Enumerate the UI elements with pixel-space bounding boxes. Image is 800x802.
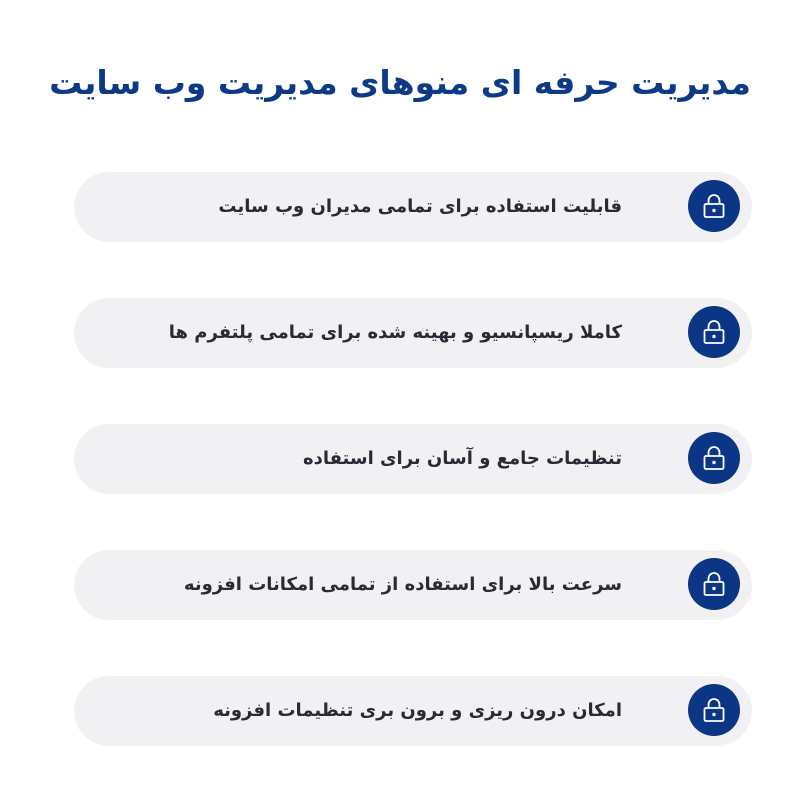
feature-label: سرعت بالا برای استفاده از تمامی امکانات افزونه	[183, 574, 622, 595]
feature-label: تنظیمات جامع و آسان برای استفاده	[302, 448, 622, 469]
feature-label: امکان درون ریزی و برون بری تنظیمات افزونه	[213, 700, 622, 721]
feature-label: قابلیت استفاده برای تمامی مدیران وب سایت	[218, 196, 622, 217]
page-title: مدیریت حرفه ای منوهای مدیریت وب سایت	[49, 63, 751, 102]
feature-item	[74, 676, 752, 746]
feature-item	[74, 424, 752, 494]
feature-item	[74, 298, 752, 368]
lock-icon	[688, 306, 740, 358]
feature-item	[74, 172, 752, 242]
feature-list	[74, 172, 752, 802]
lock-icon	[688, 558, 740, 610]
lock-icon	[688, 180, 740, 232]
feature-item	[74, 550, 752, 620]
lock-icon	[688, 684, 740, 736]
lock-icon	[688, 432, 740, 484]
feature-label: کاملا ریسپانسیو و بهینه شده برای تمامی پلتفرم ها	[168, 322, 622, 343]
